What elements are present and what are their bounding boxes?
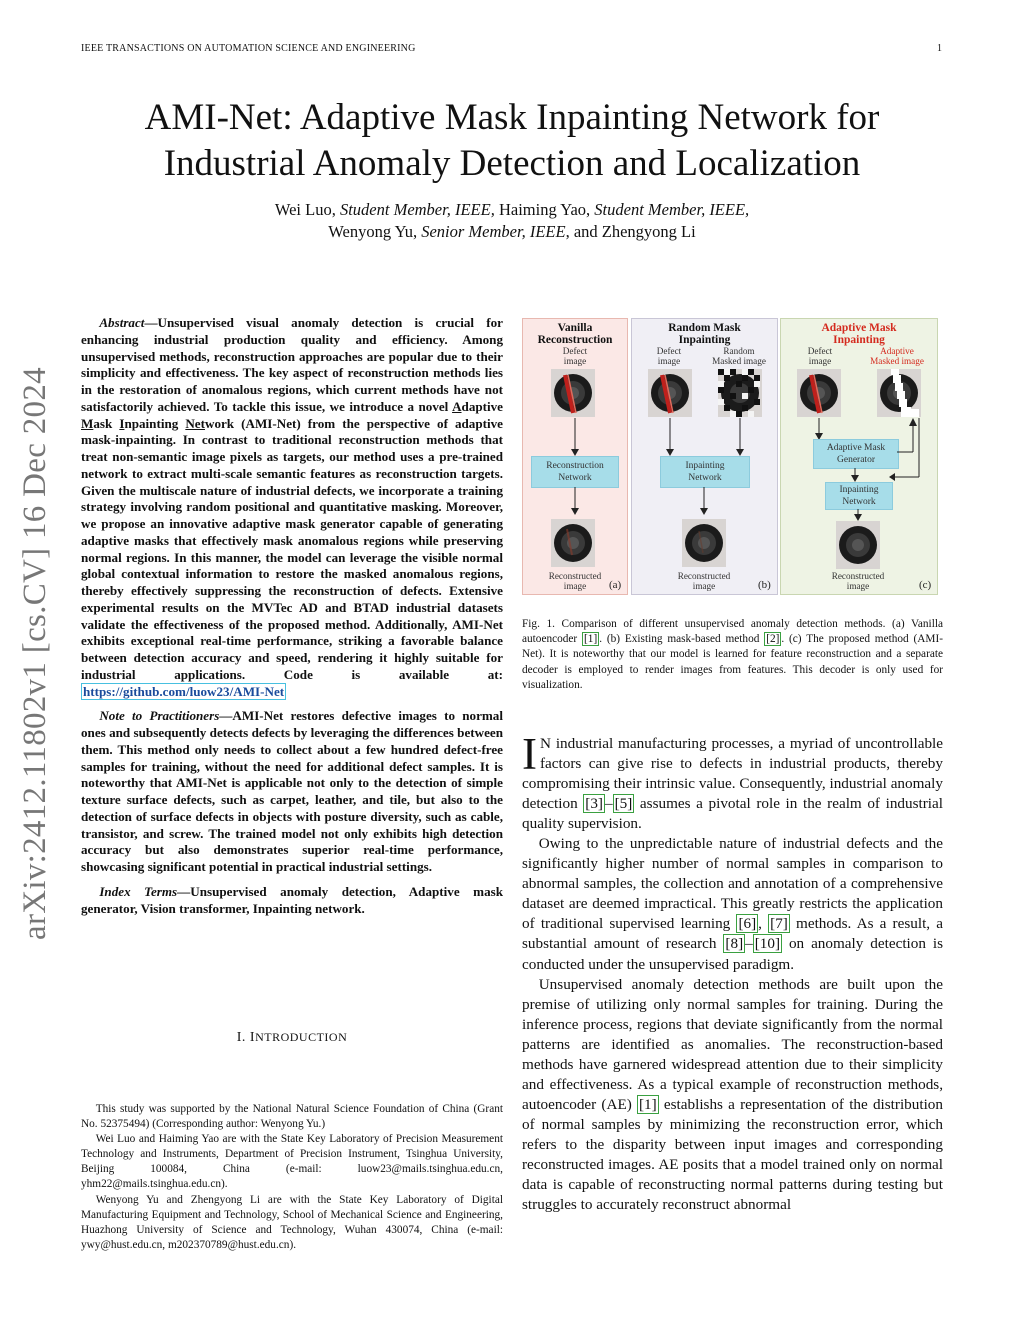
panel-b-masked-label: Random Masked image bbox=[712, 346, 766, 366]
panel-b-title-1: Random Mask bbox=[668, 322, 741, 334]
caption-text-2: . (b) Existing mask-based method bbox=[599, 633, 765, 646]
dash-2: – bbox=[745, 935, 753, 953]
paper-title bbox=[60, 95, 964, 187]
footnote-affiliation-1: Wei Luo and Haiming Yao are with the State Key Laboratory of Precision Measurement Technology and Instruments, Department of Precision Instrument, Tsinghua University, Beijing 100084, China (e-mail: luow23@mails.tsinghua.edu.cn, yhm22@mails.tsinghua.edu.cn). bbox=[81, 1133, 503, 1191]
note-to-practitioners bbox=[81, 708, 503, 876]
intro-p1-text-b: assumes a pivotal role in the realm of industrial quality supervision. bbox=[522, 795, 943, 833]
panel-b-title-2: Inpainting bbox=[678, 334, 731, 346]
panel-c-defect-image bbox=[797, 369, 841, 422]
footnotes bbox=[81, 1102, 503, 1253]
page-number: 1 bbox=[937, 43, 943, 54]
citation-5[interactable]: [5] bbox=[614, 795, 633, 813]
abstract-text-2: work (AMI-Net) from the perspective of adaptive mask-inpainting. In contrast to traditional reconstruction methods that treat non-semantic image pixels as targets, our method uses a pre-trained network to extract multi-scale semantic features as reconstruction targets. Given the multiscale nature of industrial defects, we incorporate a training strategy involving random positional and quantitative masking. Moreover, we propose an innovative adaptive mask generator capable of generating adaptive masks that effectively mask anomalous regions while preserving normal regions. In this manner, the model can leverage the visible normal global contextual information to restore the masked anomalous regions, thereby effectively suppressing the reconstruction of defects. Extensive experimental results on the MVTec AD and BTAD industrial datasets validate the effectiveness of the proposed method. Additionally, AMI-Net exhibits exceptional real-time performance, striking a favorable balance between detection accuracy and speed, rendering it highly suitable for industrial applications. Code is available at: bbox=[81, 415, 503, 682]
figure-1 bbox=[522, 318, 938, 595]
panel-b-inpainting-network: Inpainting Network bbox=[660, 456, 750, 488]
section-title-rest: NTRODUCTION bbox=[255, 1030, 348, 1044]
citation-6[interactable]: [6] bbox=[738, 915, 757, 933]
dash-1: – bbox=[605, 795, 613, 813]
panel-b-reconstructed-label: Reconstructed image bbox=[677, 571, 731, 591]
panel-a-title-2: Reconstruction bbox=[537, 334, 613, 346]
arxiv-stamp: arXiv:2412.11802v1 [cs.CV] 16 Dec 2024 bbox=[17, 367, 53, 940]
acronym-m-rest: ask bbox=[93, 415, 120, 431]
panel-a-reconstructed-image bbox=[551, 519, 595, 572]
citation-10[interactable]: [10] bbox=[754, 935, 781, 953]
figure-panel-c bbox=[780, 318, 938, 595]
figure-1-caption bbox=[522, 617, 943, 693]
author-3: Wenyong Yu, bbox=[328, 222, 422, 241]
panel-c-adaptive-masked-image bbox=[877, 369, 921, 422]
panel-a-defect-label: Defect image bbox=[562, 346, 588, 366]
index-terms-label: Index Terms bbox=[99, 883, 178, 899]
panel-b-reconstructed-image bbox=[682, 519, 726, 572]
citation-1b[interactable]: [1] bbox=[638, 1095, 657, 1113]
panel-c-defect-label: Defect image bbox=[807, 346, 833, 366]
intro-paragraph-3 bbox=[522, 975, 943, 1216]
intro-p3-text-a: Unsupervised anomaly detection methods are built upon the premise of utilizing only normal samples for training. During the inference process, regions that deviate significantly from the normal patterns are identified as anomalies. The reconstruction-based methods have garnered widespread attention due to their simplicity and effectiveness. As a typical example of reconstruction methods, autoencoder (AE) bbox=[522, 975, 943, 1113]
section-number: I. bbox=[236, 1030, 250, 1045]
author-4: , and Zhengyong Li bbox=[565, 222, 696, 241]
author-1-role: Student Member, IEEE, bbox=[339, 200, 495, 219]
panel-c-reconstructed-label: Reconstructed image bbox=[831, 571, 885, 591]
figure-panel-a bbox=[522, 318, 628, 595]
intro-p1-text-a: N industrial manufacturing processes, a myriad of uncontrollable factors can give rise to defects in industrial products, thereby compromising their intrinsic value. Consequently, industrial anomaly detection bbox=[522, 735, 943, 813]
caption-text-3: . (c) The proposed method (AMI-Net). It is noteworthy that our model is learned for feature reconstruction and a separate decoder is employed to render images from features. This decoder is only used for visualization. bbox=[522, 633, 944, 691]
panel-c-title-1: Adaptive Mask bbox=[821, 322, 897, 334]
footnote-funding: This study was supported by the National Natural Science Foundation of China (Grant No. 52375494) (Corresponding author: Wenyong Yu.) bbox=[81, 1103, 503, 1131]
introduction-body bbox=[522, 729, 944, 1215]
section-heading-introduction bbox=[81, 1030, 503, 1046]
panel-a-tag: (a) bbox=[609, 579, 622, 591]
acronym-a: A bbox=[452, 398, 462, 414]
author-1: Wei Luo, bbox=[274, 200, 340, 219]
title-line-2: Industrial Anomaly Detection and Localization bbox=[163, 143, 861, 184]
acronym-m: M bbox=[81, 415, 94, 431]
index-terms bbox=[81, 884, 503, 918]
intro-p2-text-a: Owing to the unpredictable nature of industrial defects and the significantly higher number of normal samples in comparison to abnormal samples, the collection and annotation of a comprehensive dataset are deemed impractical. This greatly restricts the application of traditional supervised learning bbox=[522, 835, 943, 933]
panel-c-masked-label: Adaptive Masked image bbox=[870, 346, 924, 366]
author-2-role: Student Member, IEEE, bbox=[594, 200, 750, 219]
acronym-net: Net bbox=[185, 415, 205, 431]
panel-b-defect-label: Defect image bbox=[656, 346, 682, 366]
section-first-letter: I bbox=[249, 1030, 256, 1045]
panel-c-adaptive-mask-generator: Adaptive Mask Generator bbox=[813, 439, 899, 469]
panel-a-reconstruction-network: Reconstruction Network bbox=[531, 456, 619, 488]
citation-3[interactable]: [3] bbox=[585, 795, 603, 813]
author-list bbox=[60, 199, 964, 243]
panel-b-random-masked-image bbox=[718, 369, 762, 422]
index-terms-text: —Unsupervised anomaly detection, Adaptive mask generator, Vision transformer, Inpainting network. bbox=[81, 883, 503, 916]
panel-c-inpainting-network: Inpainting Network bbox=[825, 482, 893, 510]
citation-8[interactable]: [8] bbox=[725, 935, 744, 953]
panel-c-reconstructed-image bbox=[836, 521, 880, 574]
intro-p3-text-b: establishs a representation of the distribution of normal samples by minimizing the reconstruction error, which refers to the disparity between input images and corresponding reconstructed images. AE posits that a model trained only on normal data is capable of reconstructing normal patterns during testing but struggles to accurately reconstruct abnormal bbox=[522, 1095, 943, 1214]
author-2: Haiming Yao, bbox=[494, 200, 595, 219]
intro-p2-text-c: on anomaly detection is conducted under the unsupervised paradigm. bbox=[522, 935, 943, 973]
abstract-label: Abstract bbox=[99, 315, 145, 330]
acronym-i-rest: npainting bbox=[124, 415, 186, 431]
footnote-affiliation-2: Wenyong Yu and Zhengyong Li are with the State Key Laboratory of Digital Manufacturing Equipment and Technology, School of Mechanical Science and Engineering, Huazhong University of Science and Technology, Wuhan 430074, China (e-mail: ywy@hust.edu.cn, m202370789@hust.edu.cn). bbox=[81, 1193, 503, 1251]
panel-c-tag: (c) bbox=[919, 579, 932, 591]
panel-a-reconstructed-label: Reconstructed image bbox=[548, 571, 602, 591]
abstract-text-1: —Unsupervised visual anomaly detection is crucial for enhancing industrial production quality and efficiency. Among unsupervised methods, reconstruction approaches are popular due to their simplicity and effectiveness. The key aspect of reconstruction methods lies in the restoration of anomalous regions, which current methods have not satisfactorily achieved. To tackle this issue, we introduce a novel bbox=[81, 315, 503, 414]
abstract-block bbox=[81, 315, 503, 917]
panel-a-defect-image bbox=[551, 369, 595, 422]
citation-7[interactable]: [7] bbox=[770, 915, 788, 933]
code-link[interactable]: https://github.com/luow23/AMI-Net bbox=[83, 683, 285, 699]
note-text: —AMI-Net restores defective images to normal ones and subsequently detects defects by leveraging the differences between them. This method only needs to collect about a few hundred defect-free samples for training, without the need for additional defect samples. It is noteworthy that AMI-Net is applicable not only to the detection of simple texture surface defects, such as carpet, leather, and tile, but also to the detection of surface defects in objects with posture diversity, such as cable, transistor, and screw. The trained model not only exhibits high detection accuracy but also demonstrates superior real-time performance, showcasing significant potential in practical industrial settings. bbox=[81, 708, 503, 874]
panel-c-title-2: Inpainting bbox=[833, 334, 885, 346]
panel-b-defect-image bbox=[648, 369, 692, 422]
note-label: Note to Practitioners bbox=[99, 708, 220, 724]
intro-paragraph-1 bbox=[522, 729, 943, 834]
title-line-1: AMI-Net: Adaptive Mask Inpainting Network for bbox=[144, 97, 880, 138]
acronym-i: I bbox=[119, 415, 125, 431]
citation-2[interactable]: [2] bbox=[766, 633, 780, 646]
citation-1[interactable]: [1] bbox=[584, 633, 598, 646]
figure-panel-b bbox=[631, 318, 778, 595]
intro-p2-text-b: methods. As a result, a substantial amount of research bbox=[522, 915, 944, 953]
drop-cap: I bbox=[522, 729, 537, 779]
author-3-role: Senior Member, IEEE bbox=[421, 222, 566, 241]
acronym-a-rest: daptive bbox=[461, 398, 503, 414]
comma: , bbox=[758, 915, 769, 933]
running-header: IEEE TRANSACTIONS ON AUTOMATION SCIENCE AND ENGINEERING bbox=[81, 43, 416, 54]
caption-text-1: Fig. 1. Comparison of different unsupervised anomaly detection methods. (a) Vanilla autoencoder bbox=[522, 618, 943, 646]
panel-a-title-1: Vanilla bbox=[557, 322, 593, 334]
abstract bbox=[81, 315, 503, 700]
panel-b-tag: (b) bbox=[758, 579, 771, 591]
intro-paragraph-2 bbox=[522, 834, 943, 974]
